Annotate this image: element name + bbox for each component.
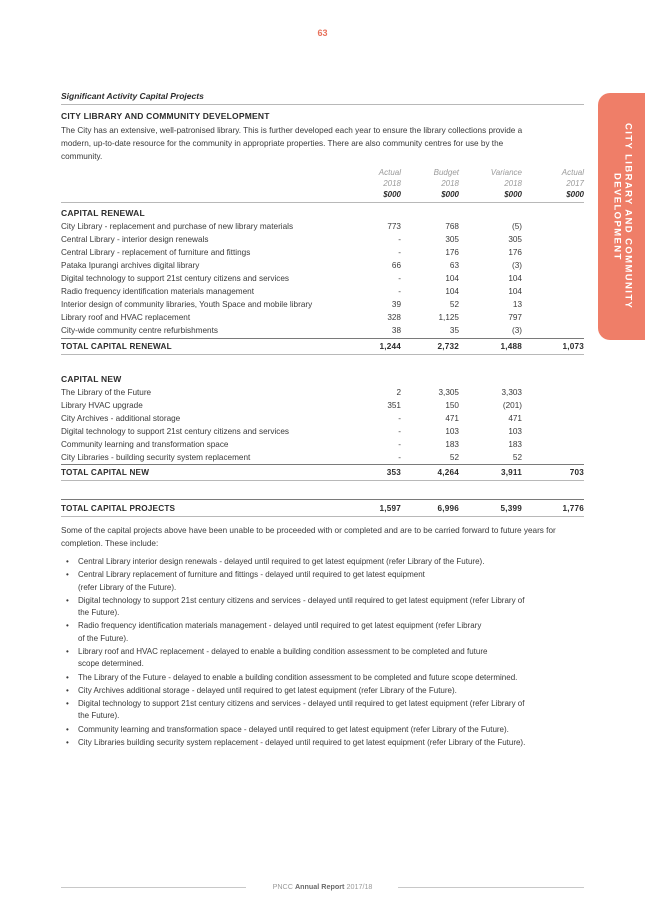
bullet-icon: • bbox=[66, 737, 69, 747]
list-item bbox=[66, 595, 586, 620]
table-row bbox=[61, 272, 584, 285]
actual-2018-value: - bbox=[398, 440, 401, 449]
variance-2018-value: (201) bbox=[502, 401, 522, 410]
budget-2018-value: 471 bbox=[445, 414, 459, 423]
actual-2017-total: 703 bbox=[569, 468, 584, 477]
footer-report: Annual Report bbox=[294, 882, 345, 891]
total-label: TOTAL CAPITAL NEW bbox=[61, 468, 150, 477]
divider bbox=[61, 499, 584, 500]
total-capital-new-row bbox=[61, 466, 584, 479]
budget-2018-value: 768 bbox=[445, 222, 459, 231]
list-item bbox=[66, 646, 586, 671]
row-label: Digital technology to support 21st century citizens and services bbox=[61, 274, 290, 283]
column-header-line2: 2018 bbox=[504, 179, 522, 188]
column-header-line1: Actual bbox=[561, 168, 584, 177]
budget-2018-value: 52 bbox=[449, 453, 459, 462]
table-row bbox=[61, 412, 584, 425]
actual-2018-value: 39 bbox=[391, 300, 401, 309]
variance-2018-value: (3) bbox=[511, 261, 522, 270]
list-item-text: Community learning and transformation space - delayed until required to get latest equipment (refer Library of the Future). bbox=[78, 724, 509, 734]
list-item bbox=[66, 556, 586, 568]
variance-2018-value: (3) bbox=[511, 326, 522, 335]
actual-2018-value: - bbox=[398, 453, 401, 462]
column-header-actual-2018 bbox=[341, 167, 401, 200]
row-label: City-wide community centre refurbishments bbox=[61, 326, 218, 335]
section-side-tab bbox=[598, 93, 645, 340]
column-header-unit: $000 bbox=[441, 190, 459, 199]
actual-2018-total: 353 bbox=[386, 468, 401, 477]
table-row bbox=[61, 399, 584, 412]
bullet-icon: • bbox=[66, 724, 69, 734]
column-header-unit: $000 bbox=[504, 190, 522, 199]
total-label: TOTAL CAPITAL RENEWAL bbox=[61, 342, 172, 351]
divider bbox=[61, 338, 584, 339]
actual-2018-value: 773 bbox=[387, 222, 401, 231]
variance-2018-value: 104 bbox=[508, 287, 522, 296]
variance-2018-value: 183 bbox=[508, 440, 522, 449]
bullet-icon: • bbox=[66, 647, 69, 657]
row-label: City Library - replacement and purchase of new library materials bbox=[61, 222, 294, 231]
page-number: 63 bbox=[317, 28, 328, 38]
actual-2018-value: - bbox=[398, 235, 401, 244]
actual-2018-value: - bbox=[398, 427, 401, 436]
column-header-line2: 2017 bbox=[566, 179, 584, 188]
budget-2018-value: 3,305 bbox=[438, 388, 459, 397]
variance-2018-value: 104 bbox=[508, 274, 522, 283]
actual-2018-value: 351 bbox=[387, 401, 401, 410]
bullet-icon: • bbox=[66, 685, 69, 695]
divider bbox=[61, 464, 584, 465]
divider bbox=[61, 202, 584, 203]
row-label: Central Library - replacement of furniture and fittings bbox=[61, 248, 251, 257]
actual-2018-value: - bbox=[398, 248, 401, 257]
actual-2018-total: 1,244 bbox=[379, 342, 401, 351]
table-row bbox=[61, 451, 584, 464]
budget-2018-value: 150 bbox=[445, 401, 459, 410]
budget-2018-value: 52 bbox=[449, 300, 459, 309]
variance-2018-value: 52 bbox=[512, 453, 522, 462]
actual-2018-value: - bbox=[398, 287, 401, 296]
column-header-line2: 2018 bbox=[383, 179, 401, 188]
variance-2018-total: 3,911 bbox=[500, 468, 522, 477]
divider bbox=[61, 516, 584, 517]
list-item bbox=[66, 698, 586, 723]
column-header-budget-2018 bbox=[399, 167, 459, 200]
footer-org: PNCC bbox=[272, 882, 293, 891]
bullet-icon: • bbox=[66, 621, 69, 631]
budget-2018-total: 6,996 bbox=[437, 504, 459, 513]
column-header-line1: Actual bbox=[378, 168, 401, 177]
table-row bbox=[61, 425, 584, 438]
variance-2018-total: 1,488 bbox=[500, 342, 522, 351]
list-item-text: Digital technology to support 21st century citizens and services - delayed until required to get latest equipment (refer Library of the Future). bbox=[78, 699, 525, 721]
side-tab-label: CITY LIBRARY AND COMMUNITY DEVELOPMENT bbox=[611, 123, 634, 310]
list-item bbox=[66, 620, 586, 645]
budget-2018-value: 63 bbox=[449, 261, 459, 270]
actual-2018-total: 1,597 bbox=[379, 504, 401, 513]
table-row bbox=[61, 259, 584, 272]
list-item bbox=[66, 724, 586, 736]
column-header-variance-2018 bbox=[462, 167, 522, 200]
list-item-text: City Archives additional storage - delayed until required to get latest equipment (refer Library of the Future). bbox=[78, 685, 457, 695]
actual-2018-value: 328 bbox=[387, 313, 401, 322]
capital-renewal-heading: CAPITAL RENEWAL bbox=[61, 208, 145, 218]
capital-new-heading: CAPITAL NEW bbox=[61, 374, 122, 384]
bullet-icon: • bbox=[66, 557, 69, 566]
column-header-line1: Variance bbox=[490, 168, 522, 177]
carry-forward-note: Some of the capital projects above have been unable to be proceeded with or completed and are to be carried forward to future years for completion. These include: bbox=[61, 526, 556, 549]
actual-2018-value: 2 bbox=[396, 388, 401, 397]
section-label: Significant Activity Capital Projects bbox=[61, 91, 204, 101]
budget-2018-value: 103 bbox=[445, 427, 459, 436]
list-item-text: Library roof and HVAC replacement - delayed to enable a building condition assessment to be completed and future scope determined. bbox=[78, 647, 488, 669]
budget-2018-value: 35 bbox=[449, 326, 459, 335]
budget-2018-value: 305 bbox=[445, 235, 459, 244]
carry-forward-list bbox=[66, 556, 586, 750]
total-capital-projects-row bbox=[61, 502, 584, 515]
row-label: Interior design of community libraries, Youth Space and mobile library bbox=[61, 300, 313, 309]
table-row bbox=[61, 324, 584, 337]
divider bbox=[61, 354, 584, 355]
bullet-icon: • bbox=[66, 672, 69, 682]
actual-2017-total: 1,073 bbox=[562, 342, 584, 351]
actual-2017-total: 1,776 bbox=[562, 504, 584, 513]
divider bbox=[61, 480, 584, 481]
footer-year: 2017/18 bbox=[346, 882, 373, 891]
table-row bbox=[61, 285, 584, 298]
budget-2018-value: 104 bbox=[445, 274, 459, 283]
table-row bbox=[61, 220, 584, 233]
budget-2018-value: 1,125 bbox=[438, 313, 459, 322]
variance-2018-total: 5,399 bbox=[500, 504, 522, 513]
list-item bbox=[66, 685, 586, 697]
actual-2018-value: - bbox=[398, 414, 401, 423]
row-label: City Archives - additional storage bbox=[61, 414, 181, 423]
total-label: TOTAL CAPITAL PROJECTS bbox=[61, 504, 176, 513]
budget-2018-total: 2,732 bbox=[437, 342, 459, 351]
bullet-icon: • bbox=[66, 699, 69, 709]
row-label: Radio frequency identification materials management bbox=[61, 287, 254, 296]
table-row bbox=[61, 386, 584, 399]
table-row bbox=[61, 438, 584, 451]
column-header-actual-2017 bbox=[524, 167, 584, 200]
variance-2018-value: 797 bbox=[508, 313, 522, 322]
row-label: Library HVAC upgrade bbox=[61, 401, 143, 410]
total-capital-renewal-row bbox=[61, 340, 584, 353]
variance-2018-value: 13 bbox=[512, 300, 522, 309]
variance-2018-value: 471 bbox=[508, 414, 522, 423]
variance-2018-value: (5) bbox=[511, 222, 522, 231]
row-label: Library roof and HVAC replacement bbox=[61, 313, 191, 322]
list-item-text: Radio frequency identification materials management - delayed until required to get latest equipment (refer Library of the Future). bbox=[78, 621, 482, 643]
list-item-text: The Library of the Future - delayed to enable a building condition assessment to be completed and future scope determined. bbox=[78, 672, 518, 682]
table-row bbox=[61, 246, 584, 259]
variance-2018-value: 305 bbox=[508, 235, 522, 244]
budget-2018-value: 104 bbox=[445, 287, 459, 296]
actual-2018-value: 66 bbox=[391, 261, 401, 270]
row-label: The Library of the Future bbox=[61, 388, 152, 397]
table-row bbox=[61, 311, 584, 324]
row-label: City Libraries - building security system replacement bbox=[61, 453, 251, 462]
page-title: CITY LIBRARY AND COMMUNITY DEVELOPMENT bbox=[61, 111, 270, 121]
column-header-unit: $000 bbox=[383, 190, 401, 199]
column-header-line2: 2018 bbox=[441, 179, 459, 188]
row-label: Pataka Ipurangi archives digital library bbox=[61, 261, 200, 270]
variance-2018-value: 176 bbox=[508, 248, 522, 257]
list-item-text: City Libraries building security system replacement - delayed until required to get latest equipment (refer Library of the Future). bbox=[78, 737, 526, 747]
list-item-text: Digital technology to support 21st century citizens and services - delayed until required to get latest equipment (refer Library of the Future). bbox=[78, 595, 525, 618]
variance-2018-value: 3,303 bbox=[501, 388, 522, 397]
list-item bbox=[66, 672, 586, 684]
variance-2018-value: 103 bbox=[508, 427, 522, 436]
row-label: Central Library - interior design renewals bbox=[61, 235, 209, 244]
row-label: Digital technology to support 21st century citizens and services bbox=[61, 427, 290, 436]
list-item-text: Central Library interior design renewals - delayed until required to get latest equipment (refer Library of the Future). bbox=[78, 557, 485, 566]
budget-2018-value: 176 bbox=[445, 248, 459, 257]
bullet-icon: • bbox=[66, 570, 69, 580]
table-row bbox=[61, 233, 584, 246]
actual-2018-value: 38 bbox=[391, 326, 401, 335]
column-header-line1: Budget bbox=[433, 168, 459, 177]
page-footer bbox=[0, 882, 645, 891]
list-item bbox=[66, 569, 586, 594]
actual-2018-value: - bbox=[398, 274, 401, 283]
row-label: Community learning and transformation space bbox=[61, 440, 229, 449]
column-header-unit: $000 bbox=[566, 190, 584, 199]
table-row bbox=[61, 298, 584, 311]
list-item bbox=[66, 737, 586, 749]
bullet-icon: • bbox=[66, 595, 69, 605]
divider bbox=[61, 104, 584, 105]
budget-2018-value: 183 bbox=[445, 440, 459, 449]
intro-paragraph: The City has an extensive, well-patronised library. This is further developed each year to ensure the library collections provide a modern, up-to-date resource for the community in appropriate properties. There are also community centres for use by the community. bbox=[61, 126, 523, 162]
budget-2018-total: 4,264 bbox=[437, 468, 459, 477]
list-item-text: Central Library replacement of furniture and fittings - delayed until required to get latest equipment (refer Library of the Future). bbox=[78, 570, 425, 592]
